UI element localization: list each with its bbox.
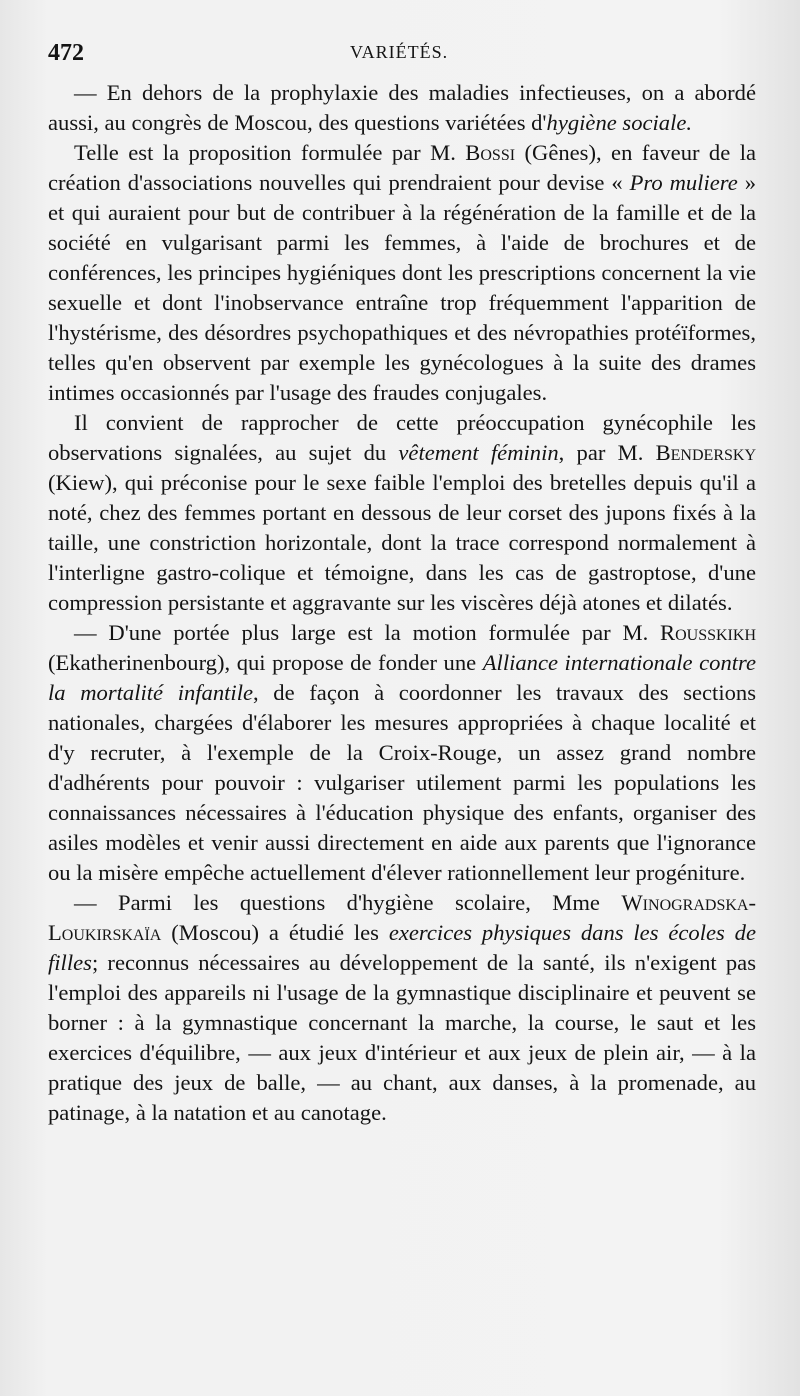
text-run: Telle est la proposition formulée par M. (74, 140, 466, 165)
author-name: Bendersky (655, 440, 756, 465)
italic-text: vêtement féminin (398, 440, 559, 465)
author-name: Winogradska-Loukirskaïa (48, 890, 756, 945)
paragraph (48, 618, 756, 888)
text-run: — Parmi les questions d'hygiène scolaire, Mme (74, 890, 622, 915)
text-run: , par M. (558, 440, 656, 465)
author-name: Rousskikh (660, 620, 756, 645)
italic-text: exercices physiques dans les écoles de filles (48, 920, 756, 975)
text-run: — D'une portée plus large est la motion formulée par M. (74, 620, 661, 645)
italic-text: hygiène sociale. (546, 110, 693, 135)
text-run: (Moscou) a étudié les (161, 920, 389, 945)
author-name: Bossi (465, 140, 516, 165)
page-number: 472 (48, 40, 84, 66)
text-run: , de façon à coordonner les travaux des sections nationales, chargées d'élaborer les mesures appropriées à chaque localité et d'y recruter, à l'exemple de la Croix-Rouge, un assez grand nombre d'adhérents pour pouvoir : vulgariser utilement parmi les populations les connaissances nécessaires à l'éducation physique des enfants, organiser des asiles modèles et venir aussi directement en aide aux parents que l'ignorance ou la misère empêche actuellement d'élever rationnellement leur progéniture. (48, 680, 756, 885)
italic-text: Alliance internationale contre la mortalité infantile (48, 650, 757, 705)
text-run: (Ekatherinenbourg), qui propose de fonder une (48, 650, 483, 675)
running-head: VARIÉTÉS. (350, 42, 449, 62)
text-run: » et qui auraient pour but de contribuer à la régénération de la famille et de la société en vulgarisant parmi les femmes, à l'aide de brochures et de conférences, les principes hygiéniques dont les prescriptions concernent la vie sexuelle et dont l'inobservance entraîne trop fréquemment l'apparition de l'hystérisme, des désordres psychopathiques et des névropathies protéïformes, telles qu'en observent par exemple les gynécologues à la suite des drames intimes occasionnés par l'usage des fraudes conjugales. (48, 170, 756, 405)
text-run: ; reconnus nécessaires au développement de la santé, ils n'exigent pas l'emploi des appareils ni l'usage de la gymnastique disciplinaire et peuvent se borner : à la gymnastique concernant la marche, la course, le saut et les exercices d'équilibre, — aux jeux d'intérieur et aux jeux de plein air, — à la pratique des jeux de balle, — au chant, aux danses, à la promenade, au patinage, à la natation et au canotage. (48, 950, 756, 1125)
text-run: — En dehors de la prophylaxie des maladies infectieuses, on a abordé aussi, au congrès de Moscou, des questions variétées d' (48, 80, 756, 135)
text-run: (Kiew), qui préconise pour le sexe faible l'emploi des bretelles depuis qu'il a noté, chez des femmes portant en dessous de leur corset des jupons fixés à la taille, une constriction horizontale, dont la trace correspond normalement à l'interligne gastro-colique et témoigne, dans les cas de gastroptose, d'une compression persistante et aggravante sur les viscères déjà atones et dilatés. (48, 470, 756, 615)
paragraph (48, 888, 756, 1128)
paragraph (48, 138, 756, 408)
body-text (48, 78, 756, 1128)
italic-text: Pro muliere (629, 170, 738, 195)
page-header (44, 34, 760, 66)
paragraph (48, 408, 756, 618)
paragraph (48, 78, 756, 138)
text-run: (Gênes), en faveur de la création d'associations nouvelles qui prendraient pour devise « (48, 140, 756, 195)
text-run: Il convient de rapprocher de cette préoccupation gynécophile les observations signalées, au sujet du (48, 410, 756, 465)
